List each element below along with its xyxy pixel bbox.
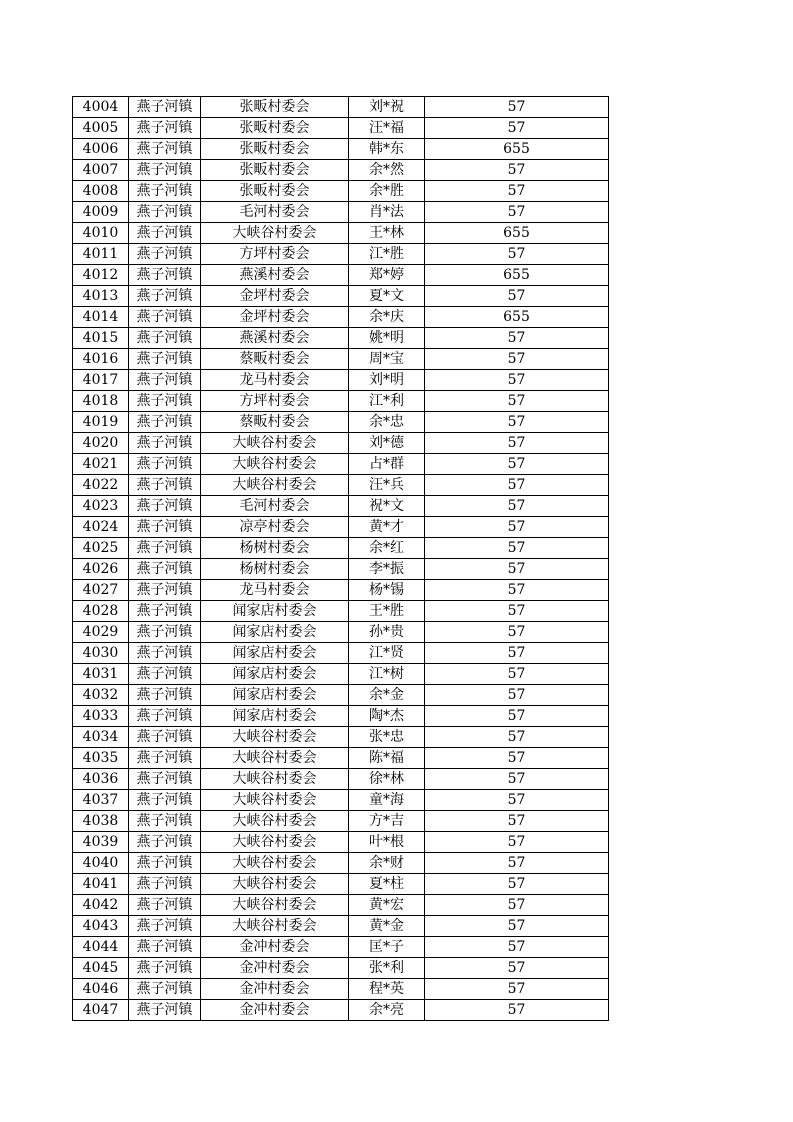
name-cell: 汪*福 [349,118,425,139]
town-cell: 燕子河镇 [129,454,201,475]
table-row [73,979,609,1000]
name-cell: 余*亮 [349,1000,425,1021]
row-number-cell: 4015 [73,328,129,349]
town-cell: 燕子河镇 [129,139,201,160]
table-row [73,685,609,706]
amount-cell: 57 [425,412,609,433]
village-committee-cell: 张畈村委会 [201,97,349,118]
name-cell: 王*林 [349,223,425,244]
village-committee-cell: 金冲村委会 [201,1000,349,1021]
row-number-cell: 4027 [73,580,129,601]
table-row [73,139,609,160]
village-committee-cell: 张畈村委会 [201,181,349,202]
name-cell: 杨*锡 [349,580,425,601]
town-cell: 燕子河镇 [129,727,201,748]
village-committee-cell: 毛河村委会 [201,202,349,223]
name-cell: 江*利 [349,391,425,412]
table-row [73,958,609,979]
name-cell: 陈*福 [349,748,425,769]
town-cell: 燕子河镇 [129,391,201,412]
row-number-cell: 4023 [73,496,129,517]
amount-cell: 57 [425,433,609,454]
town-cell: 燕子河镇 [129,496,201,517]
name-cell: 陶*杰 [349,706,425,727]
town-cell: 燕子河镇 [129,580,201,601]
table-row [73,118,609,139]
village-committee-cell: 大峡谷村委会 [201,874,349,895]
village-committee-cell: 大峡谷村委会 [201,853,349,874]
name-cell: 刘*祝 [349,97,425,118]
name-cell: 余*庆 [349,307,425,328]
town-cell: 燕子河镇 [129,244,201,265]
village-committee-cell: 金冲村委会 [201,958,349,979]
name-cell: 余*金 [349,685,425,706]
town-cell: 燕子河镇 [129,769,201,790]
row-number-cell: 4037 [73,790,129,811]
row-number-cell: 4010 [73,223,129,244]
table-row [73,286,609,307]
village-committee-cell: 张畈村委会 [201,139,349,160]
row-number-cell: 4014 [73,307,129,328]
name-cell: 黄*才 [349,517,425,538]
village-committee-cell: 大峡谷村委会 [201,790,349,811]
row-number-cell: 4028 [73,601,129,622]
name-cell: 江*树 [349,664,425,685]
row-number-cell: 4036 [73,769,129,790]
table-row [73,160,609,181]
village-committee-cell: 闻家店村委会 [201,601,349,622]
row-number-cell: 4009 [73,202,129,223]
amount-cell: 57 [425,370,609,391]
row-number-cell: 4035 [73,748,129,769]
village-committee-cell: 金坪村委会 [201,307,349,328]
row-number-cell: 4034 [73,727,129,748]
village-committee-cell: 方坪村委会 [201,244,349,265]
table-row [73,706,609,727]
village-committee-cell: 燕溪村委会 [201,328,349,349]
name-cell: 夏*柱 [349,874,425,895]
row-number-cell: 4033 [73,706,129,727]
town-cell: 燕子河镇 [129,958,201,979]
amount-cell: 57 [425,580,609,601]
village-committee-cell: 凉亭村委会 [201,517,349,538]
name-cell: 韩*东 [349,139,425,160]
town-cell: 燕子河镇 [129,160,201,181]
name-cell: 李*振 [349,559,425,580]
village-committee-cell: 大峡谷村委会 [201,727,349,748]
amount-cell: 57 [425,160,609,181]
table-row [73,853,609,874]
amount-cell: 57 [425,811,609,832]
table-row [73,370,609,391]
amount-cell: 57 [425,958,609,979]
village-committee-cell: 大峡谷村委会 [201,832,349,853]
name-cell: 江*贤 [349,643,425,664]
table-row [73,559,609,580]
village-committee-cell: 蔡畈村委会 [201,412,349,433]
row-number-cell: 4040 [73,853,129,874]
row-number-cell: 4030 [73,643,129,664]
town-cell: 燕子河镇 [129,412,201,433]
row-number-cell: 4032 [73,685,129,706]
town-cell: 燕子河镇 [129,349,201,370]
village-committee-cell: 张畈村委会 [201,118,349,139]
table-row [73,790,609,811]
town-cell: 燕子河镇 [129,622,201,643]
row-number-cell: 4019 [73,412,129,433]
town-cell: 燕子河镇 [129,706,201,727]
amount-cell: 57 [425,601,609,622]
town-cell: 燕子河镇 [129,181,201,202]
table-row [73,727,609,748]
name-cell: 肖*法 [349,202,425,223]
name-cell: 余*红 [349,538,425,559]
amount-cell: 57 [425,496,609,517]
village-committee-cell: 大峡谷村委会 [201,454,349,475]
table-row [73,391,609,412]
table-row [73,538,609,559]
table-row [73,265,609,286]
village-committee-cell: 大峡谷村委会 [201,223,349,244]
name-cell: 周*宝 [349,349,425,370]
table-row [73,601,609,622]
village-committee-cell: 方坪村委会 [201,391,349,412]
amount-cell: 57 [425,391,609,412]
village-committee-cell: 闻家店村委会 [201,664,349,685]
row-number-cell: 4025 [73,538,129,559]
amount-cell: 57 [425,454,609,475]
row-number-cell: 4004 [73,97,129,118]
town-cell: 燕子河镇 [129,202,201,223]
amount-cell: 57 [425,706,609,727]
village-committee-cell: 张畈村委会 [201,160,349,181]
data-table [72,96,609,1021]
village-committee-cell: 闻家店村委会 [201,643,349,664]
table-row [73,937,609,958]
amount-cell: 57 [425,916,609,937]
table-row [73,1000,609,1021]
row-number-cell: 4012 [73,265,129,286]
town-cell: 燕子河镇 [129,664,201,685]
amount-cell: 655 [425,307,609,328]
amount-cell: 57 [425,832,609,853]
row-number-cell: 4024 [73,517,129,538]
village-committee-cell: 大峡谷村委会 [201,475,349,496]
name-cell: 汪*兵 [349,475,425,496]
table-row [73,181,609,202]
row-number-cell: 4041 [73,874,129,895]
amount-cell: 57 [425,1000,609,1021]
village-committee-cell: 金冲村委会 [201,937,349,958]
town-cell: 燕子河镇 [129,1000,201,1021]
table-row [73,307,609,328]
town-cell: 燕子河镇 [129,475,201,496]
name-cell: 夏*文 [349,286,425,307]
village-committee-cell: 燕溪村委会 [201,265,349,286]
town-cell: 燕子河镇 [129,853,201,874]
name-cell: 姚*明 [349,328,425,349]
amount-cell: 57 [425,517,609,538]
row-number-cell: 4007 [73,160,129,181]
table-row [73,748,609,769]
name-cell: 刘*德 [349,433,425,454]
amount-cell: 57 [425,475,609,496]
town-cell: 燕子河镇 [129,937,201,958]
table-row [73,622,609,643]
amount-cell: 57 [425,286,609,307]
name-cell: 匡*子 [349,937,425,958]
amount-cell: 655 [425,265,609,286]
village-committee-cell: 闻家店村委会 [201,706,349,727]
town-cell: 燕子河镇 [129,601,201,622]
town-cell: 燕子河镇 [129,790,201,811]
amount-cell: 57 [425,769,609,790]
village-committee-cell: 金坪村委会 [201,286,349,307]
name-cell: 余*胜 [349,181,425,202]
town-cell: 燕子河镇 [129,895,201,916]
village-committee-cell: 蔡畈村委会 [201,349,349,370]
village-committee-cell: 龙马村委会 [201,370,349,391]
name-cell: 郑*婷 [349,265,425,286]
row-number-cell: 4020 [73,433,129,454]
town-cell: 燕子河镇 [129,559,201,580]
town-cell: 燕子河镇 [129,538,201,559]
table-row [73,223,609,244]
table-row [73,916,609,937]
town-cell: 燕子河镇 [129,979,201,1000]
row-number-cell: 4044 [73,937,129,958]
village-committee-cell: 大峡谷村委会 [201,895,349,916]
name-cell: 祝*文 [349,496,425,517]
amount-cell: 655 [425,223,609,244]
amount-cell: 57 [425,181,609,202]
amount-cell: 57 [425,727,609,748]
row-number-cell: 4042 [73,895,129,916]
village-committee-cell: 杨树村委会 [201,538,349,559]
row-number-cell: 4043 [73,916,129,937]
village-committee-cell: 龙马村委会 [201,580,349,601]
town-cell: 燕子河镇 [129,811,201,832]
amount-cell: 57 [425,643,609,664]
row-number-cell: 4013 [73,286,129,307]
village-committee-cell: 毛河村委会 [201,496,349,517]
row-number-cell: 4022 [73,475,129,496]
table-row [73,496,609,517]
amount-cell: 57 [425,622,609,643]
town-cell: 燕子河镇 [129,265,201,286]
village-committee-cell: 大峡谷村委会 [201,433,349,454]
table-row [73,349,609,370]
table-row [73,433,609,454]
amount-cell: 57 [425,118,609,139]
name-cell: 孙*贵 [349,622,425,643]
row-number-cell: 4046 [73,979,129,1000]
name-cell: 余*忠 [349,412,425,433]
table-row [73,832,609,853]
row-number-cell: 4047 [73,1000,129,1021]
row-number-cell: 4018 [73,391,129,412]
table-row [73,97,609,118]
name-cell: 黄*金 [349,916,425,937]
row-number-cell: 4029 [73,622,129,643]
name-cell: 余*然 [349,160,425,181]
name-cell: 徐*林 [349,769,425,790]
town-cell: 燕子河镇 [129,370,201,391]
row-number-cell: 4021 [73,454,129,475]
town-cell: 燕子河镇 [129,517,201,538]
table-row [73,454,609,475]
amount-cell: 57 [425,685,609,706]
town-cell: 燕子河镇 [129,97,201,118]
amount-cell: 57 [425,664,609,685]
name-cell: 占*群 [349,454,425,475]
town-cell: 燕子河镇 [129,643,201,664]
table-row [73,769,609,790]
row-number-cell: 4008 [73,181,129,202]
town-cell: 燕子河镇 [129,307,201,328]
name-cell: 江*胜 [349,244,425,265]
table-body [73,97,609,1021]
village-committee-cell: 闻家店村委会 [201,622,349,643]
name-cell: 王*胜 [349,601,425,622]
town-cell: 燕子河镇 [129,685,201,706]
table-row [73,202,609,223]
amount-cell: 655 [425,139,609,160]
town-cell: 燕子河镇 [129,874,201,895]
amount-cell: 57 [425,895,609,916]
village-committee-cell: 闻家店村委会 [201,685,349,706]
amount-cell: 57 [425,328,609,349]
row-number-cell: 4016 [73,349,129,370]
row-number-cell: 4005 [73,118,129,139]
name-cell: 张*忠 [349,727,425,748]
name-cell: 方*吉 [349,811,425,832]
amount-cell: 57 [425,97,609,118]
village-committee-cell: 大峡谷村委会 [201,769,349,790]
amount-cell: 57 [425,202,609,223]
name-cell: 刘*明 [349,370,425,391]
amount-cell: 57 [425,790,609,811]
village-committee-cell: 大峡谷村委会 [201,916,349,937]
table-row [73,580,609,601]
town-cell: 燕子河镇 [129,223,201,244]
row-number-cell: 4031 [73,664,129,685]
row-number-cell: 4017 [73,370,129,391]
amount-cell: 57 [425,748,609,769]
amount-cell: 57 [425,874,609,895]
amount-cell: 57 [425,853,609,874]
table-row [73,664,609,685]
amount-cell: 57 [425,937,609,958]
table-row [73,244,609,265]
town-cell: 燕子河镇 [129,433,201,454]
table-row [73,517,609,538]
town-cell: 燕子河镇 [129,118,201,139]
row-number-cell: 4045 [73,958,129,979]
row-number-cell: 4038 [73,811,129,832]
village-committee-cell: 杨树村委会 [201,559,349,580]
name-cell: 余*财 [349,853,425,874]
amount-cell: 57 [425,559,609,580]
town-cell: 燕子河镇 [129,328,201,349]
table-row [73,328,609,349]
town-cell: 燕子河镇 [129,286,201,307]
name-cell: 黄*宏 [349,895,425,916]
amount-cell: 57 [425,244,609,265]
village-committee-cell: 大峡谷村委会 [201,748,349,769]
name-cell: 叶*根 [349,832,425,853]
village-committee-cell: 金冲村委会 [201,979,349,1000]
name-cell: 张*利 [349,958,425,979]
table-row [73,811,609,832]
row-number-cell: 4039 [73,832,129,853]
table-row [73,874,609,895]
town-cell: 燕子河镇 [129,916,201,937]
amount-cell: 57 [425,349,609,370]
town-cell: 燕子河镇 [129,832,201,853]
amount-cell: 57 [425,538,609,559]
name-cell: 程*英 [349,979,425,1000]
town-cell: 燕子河镇 [129,748,201,769]
row-number-cell: 4006 [73,139,129,160]
table-row [73,412,609,433]
village-committee-cell: 大峡谷村委会 [201,811,349,832]
table-row [73,895,609,916]
amount-cell: 57 [425,979,609,1000]
row-number-cell: 4011 [73,244,129,265]
table-row [73,643,609,664]
row-number-cell: 4026 [73,559,129,580]
table-row [73,475,609,496]
name-cell: 童*海 [349,790,425,811]
